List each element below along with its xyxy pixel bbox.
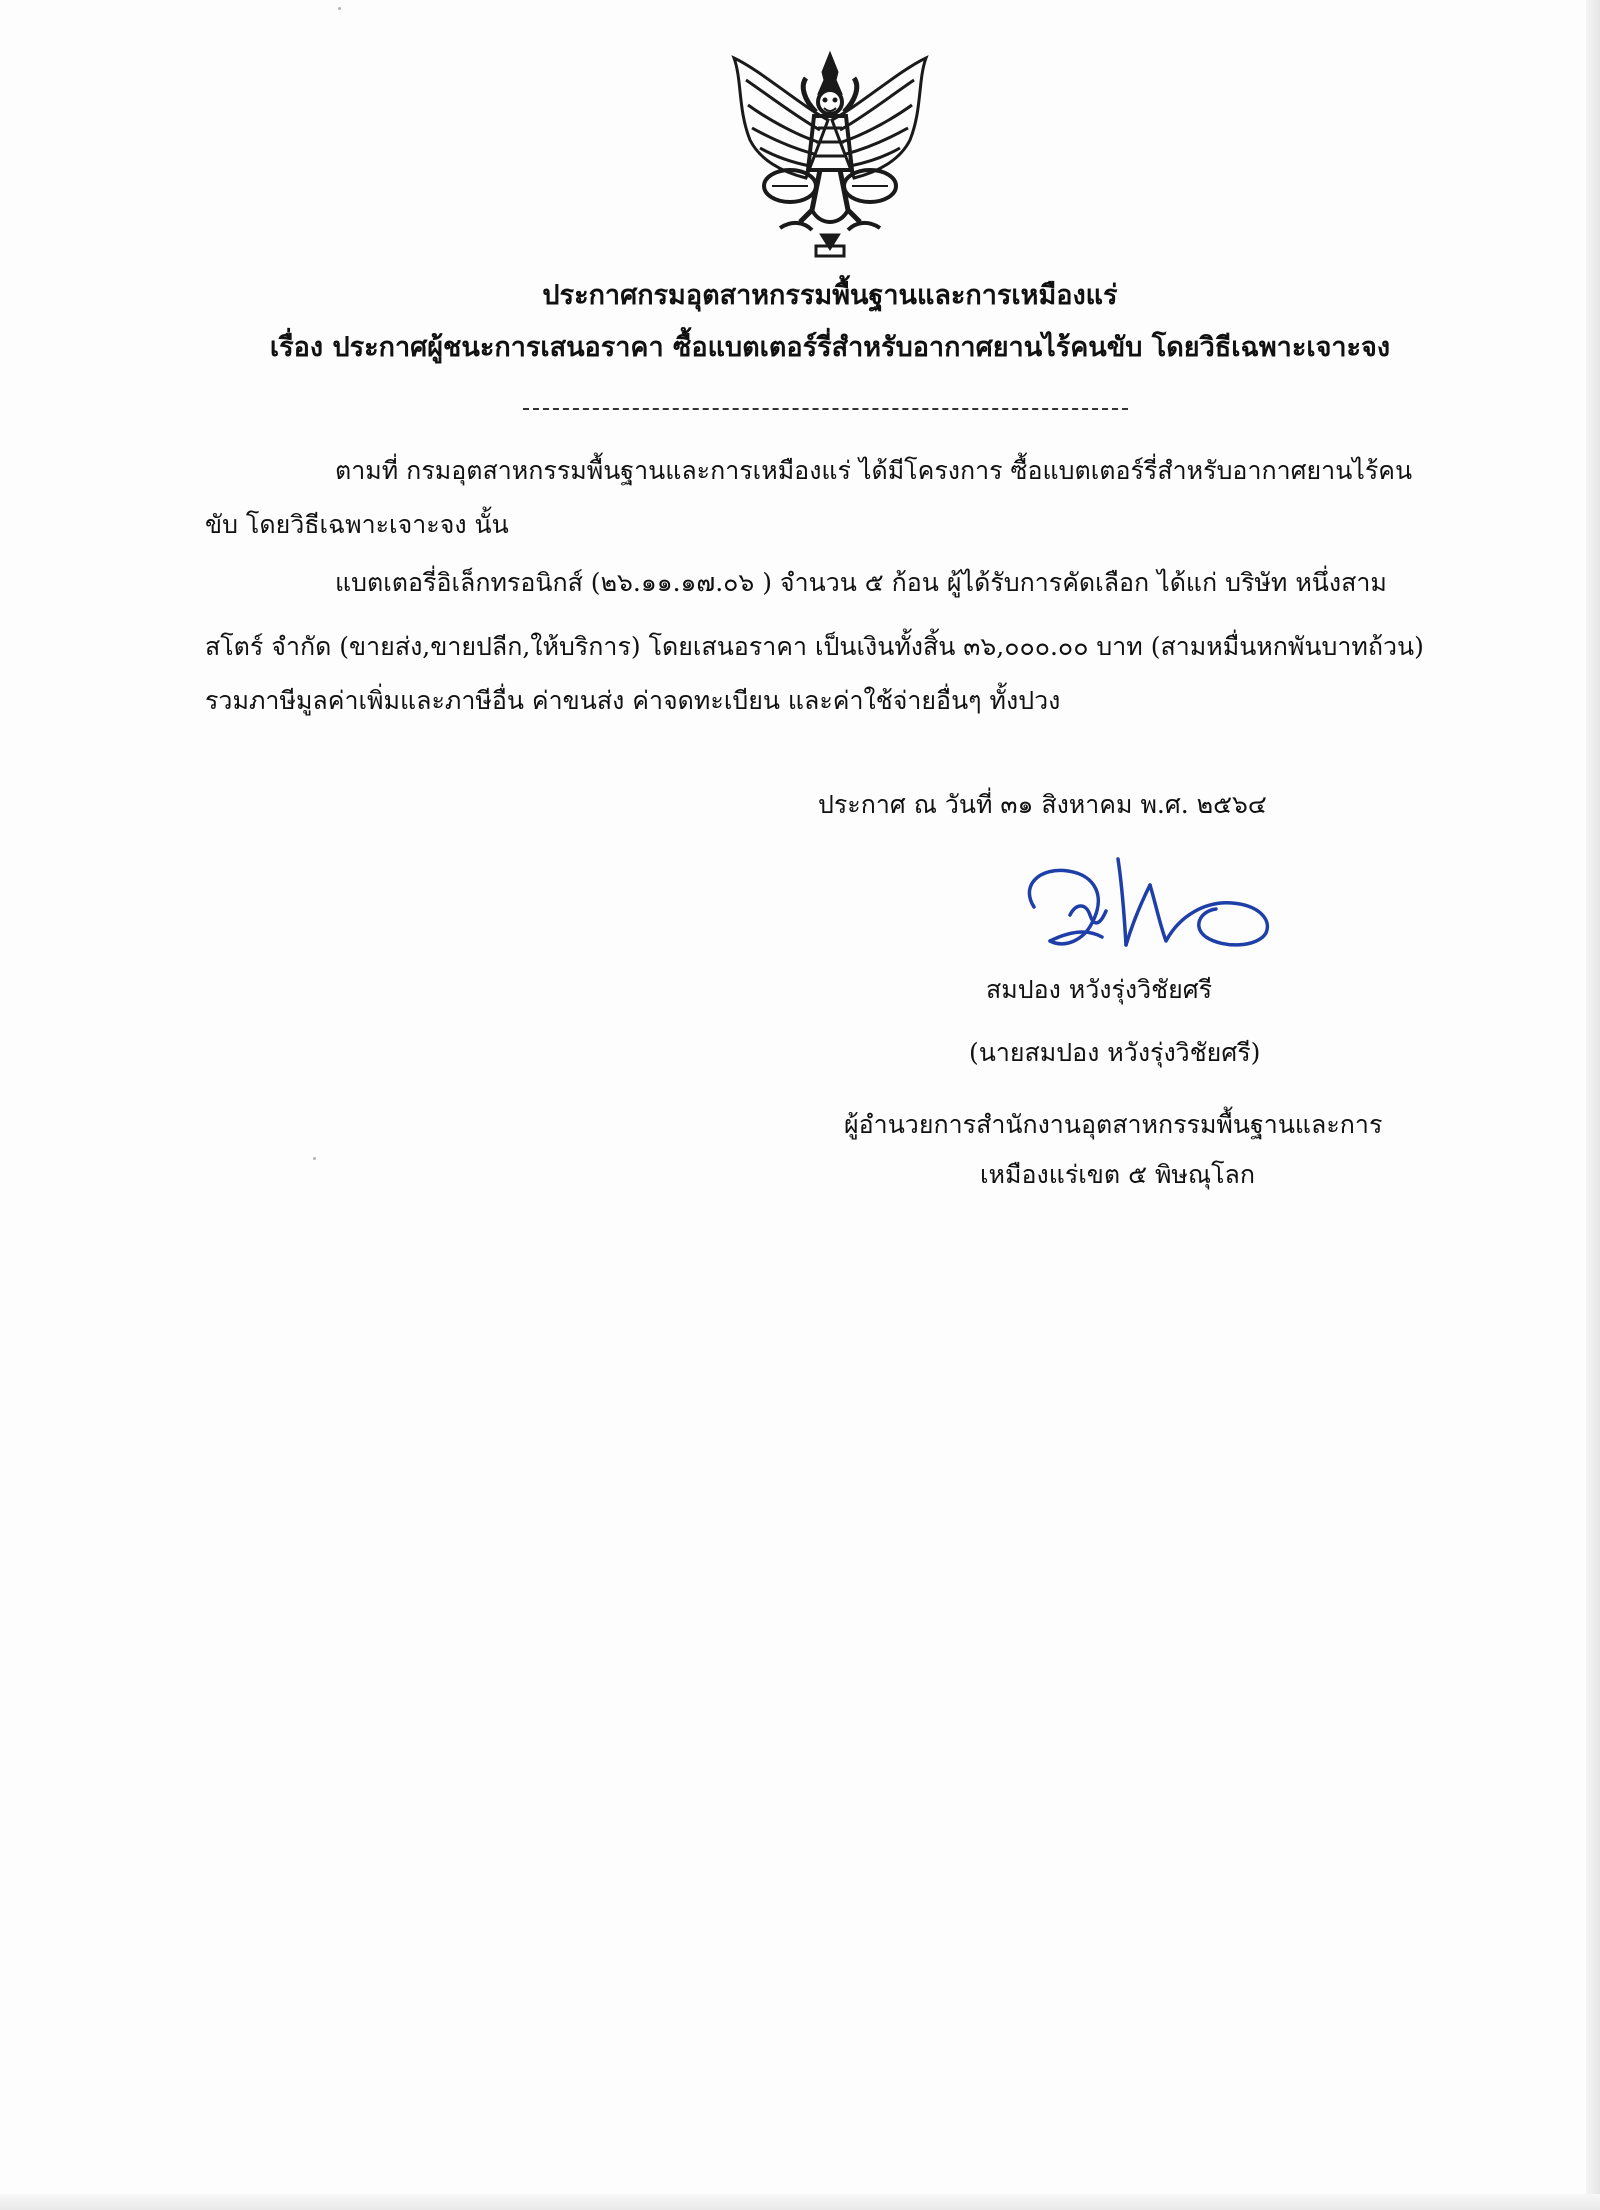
handwritten-signature-icon (1010, 845, 1290, 975)
scan-speck (313, 1157, 316, 1160)
garuda-emblem-icon (720, 50, 940, 260)
announcement-subject: เรื่อง ประกาศผู้ชนะการเสนอราคา ซื้อแบตเตอร์รี่สำหรับอากาศยานไร้คนขับ โดยวิธีเฉพาะเจาะจง (269, 332, 1391, 363)
signer-position-line-1: ผู้อำนวยการสำนักงานอุตสาหกรรมพื้นฐานและการ (844, 1110, 1383, 1139)
announcement-date: ประกาศ ณ วันที่ ๓๑ สิงหาคม พ.ศ. ๒๕๖๔ (818, 790, 1267, 819)
paragraph-2-line-2: สโตร์ จำกัด (ขายส่ง,ขายปลีก,ให้บริการ) โดยเสนอราคา เป็นเงินทั้งสิ้น ๓๖,๐๐๐.๐๐ บาท (สามหมื่นหกพันบาทถ้วน) (205, 632, 1424, 661)
signer-fullname: (นายสมปอง หวังรุ่งวิชัยศรี) (969, 1038, 1261, 1067)
paragraph-2-line-1: แบตเตอรี่อิเล็กทรอนิกส์ (๒๖.๑๑.๑๗.๐๖ ) จำนวน ๕ ก้อน ผู้ได้รับการคัดเลือก ได้แก่ บริษัท หนึ่งสาม (335, 568, 1387, 597)
paragraph-2-line-3: รวมภาษีมูลค่าเพิ่มและภาษีอื่น ค่าขนส่ง ค่าจดทะเบียน และค่าใช้จ่ายอื่นๆ ทั้งปวง (205, 686, 1061, 715)
scan-speck (338, 7, 341, 10)
scan-edge-bottom (0, 2194, 1600, 2210)
signer-position-line-2: เหมืองแร่เขต ๕ พิษณุโลก (980, 1160, 1255, 1189)
signer-name: สมปอง หวังรุ่งวิชัยศรี (986, 975, 1213, 1004)
divider-line (523, 408, 1128, 410)
paragraph-1-line-1: ตามที่ กรมอุตสาหกรรมพื้นฐานและการเหมืองแร่ ได้มีโครงการ ซื้อแบตเตอร์รี่สำหรับอากาศยานไร้คน (335, 456, 1413, 485)
announcement-title: ประกาศกรมอุตสาหกรรมพื้นฐานและการเหมืองแร่ (542, 280, 1118, 311)
paragraph-1-line-2: ขับ โดยวิธีเฉพาะเจาะจง นั้น (205, 510, 509, 539)
